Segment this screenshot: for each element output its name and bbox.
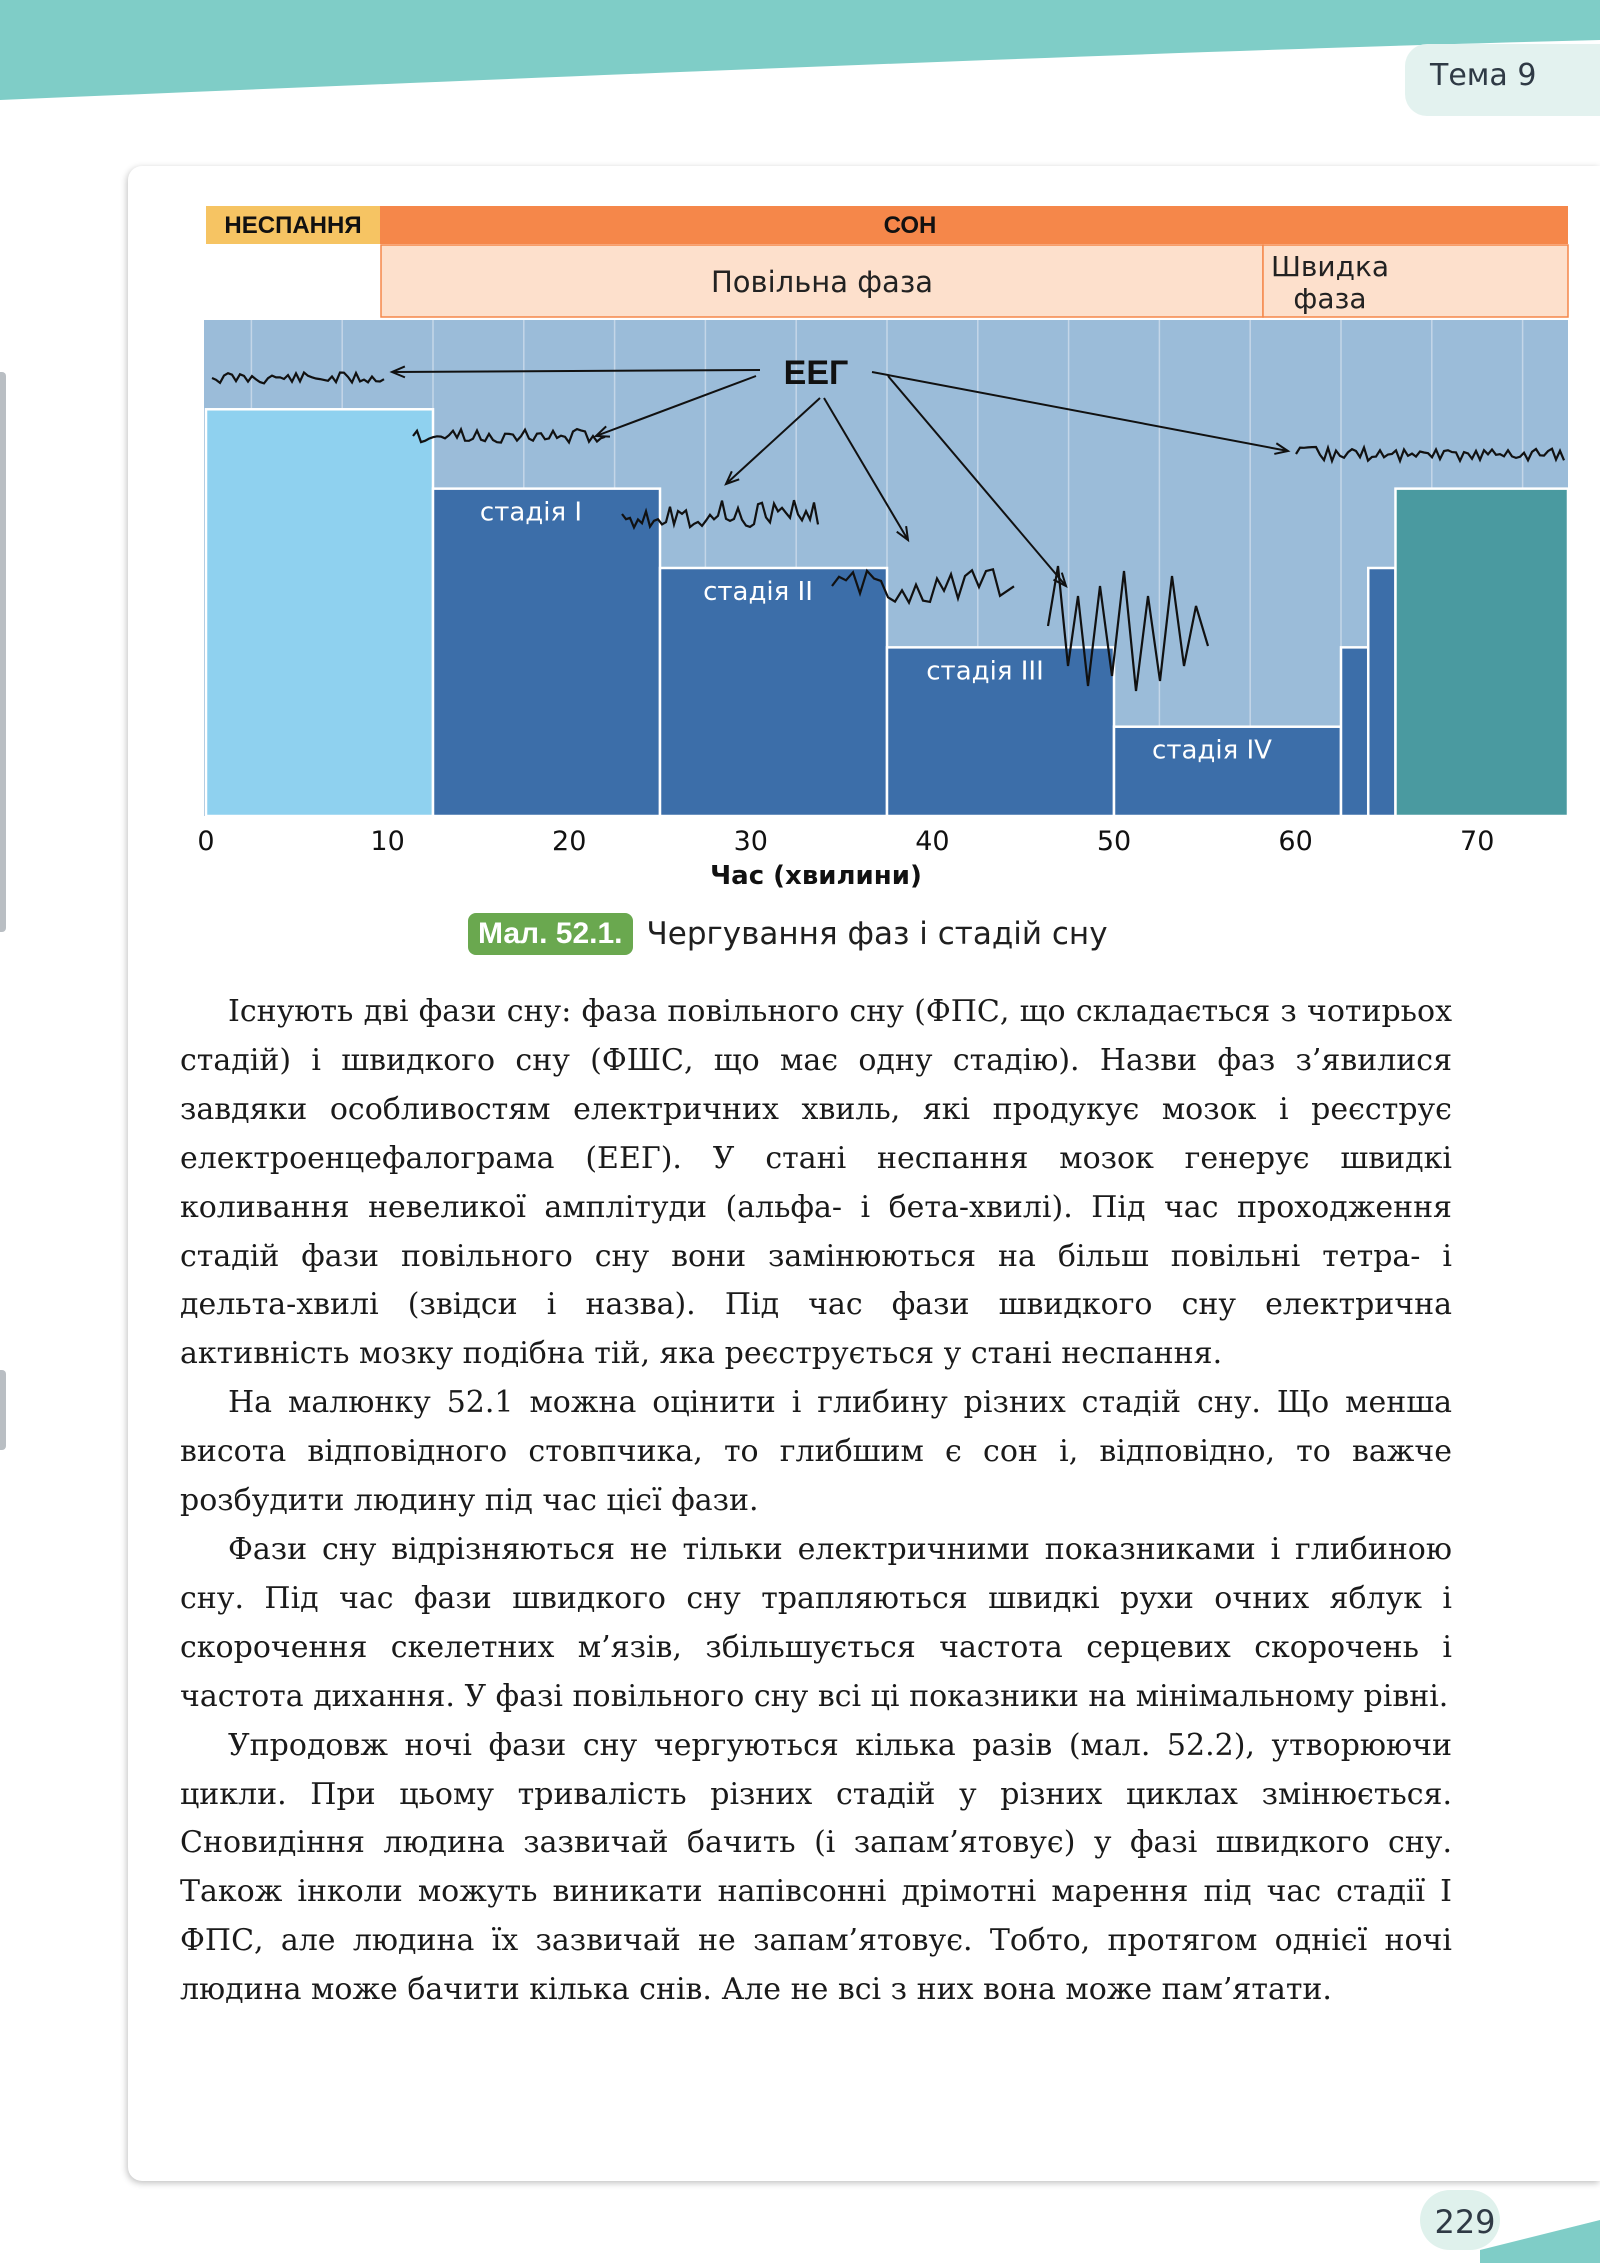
stage-bar-stage1: [433, 489, 660, 816]
band-sleep-label: СОН: [883, 212, 937, 239]
eeg-label: ЕЕГ: [783, 354, 849, 392]
stage-label-2: стадія ІІ: [703, 577, 813, 607]
x-axis-title: Час (хвилини): [710, 861, 922, 891]
paragraph: [180, 1526, 1452, 1722]
phase-slow-label: Повільна фаза: [710, 265, 934, 299]
x-tick-label: 40: [915, 826, 950, 857]
x-tick-label: 30: [733, 826, 768, 857]
x-tick-label: 70: [1460, 826, 1495, 857]
paragraph: [180, 1379, 1452, 1526]
chart-area: [197, 320, 1568, 891]
band-sleep: [380, 206, 1568, 244]
stage-bar-stage2: [1368, 568, 1395, 816]
paragraph-4-text: Упродовж ночі фази сну чергуються кілька разів (мал. 52.2), утворюючи цикли. При цьому тривалість різних стадій у різних циклах змінюється. Сновидіння людина зазвичай бачить (і запам’ятовує) у фазі швидкого сну. Також інколи можуть виникати напівсонні дрімотні марення під час стадії І ФПС, але людина їх зазвичай не запам’ятовує. Тобто, протягом однієї ночі людина може бачити кілька снів. Але не всі з них вона може пам’ятати.: [180, 1727, 1452, 2008]
stage-bar-wake: [206, 409, 433, 816]
stage-label-1: стадія І: [479, 497, 583, 528]
paragraph: [180, 988, 1452, 1379]
paragraph: [180, 1722, 1452, 2015]
x-tick-label: 20: [552, 826, 587, 857]
caption-badge: Мал. 52.1.: [468, 913, 633, 955]
x-tick-label: 50: [1096, 826, 1132, 857]
paragraph-2-text: На малюнку 52.1 можна оцінити і глибину різних стадій сну. Що менша висота відповідного стовпчика, то глибшим є сон і, відповідно, то важче розбудити людину під час цієї фази.: [180, 1385, 1452, 1519]
stage-label-3: стадія ІІІ: [926, 656, 1044, 687]
paragraph-1-text: Існують дві фази сну: фаза повільного сну (ФПС, що складається з чотирьох стадій) і швидкого сну (ФШС, що має одну стадію). Назви фаз з’явилися завдяки особливостям електричних хвиль, які продукує мозок і реєструє електроенцефалограма (ЕЕГ). У стані неспання мозок генерує швидкі коливання невеликої амплітуди (альфа- і бета-хвилі). Під час проходження стадій фази повільного сну вони замінюються на більш повільні тетра- і дельта-хвилі (звідси і назва). Під час фази швидкого сну електрична активність мозку подібна тій, яка реєструється у стані неспання.: [180, 994, 1452, 1372]
paragraph-3-text: Фази сну відрізняються не тільки електричними показниками і глибиною сну. Під час фази швидкого сну трапляються швидкі рухи очних яблук і скорочення скелетних м’язів, збільшується частота серцевих скорочень і частота дихання. У фазі повільного сну всі ці показники на мінімальному рівні.: [180, 1531, 1452, 1714]
caption-text: Чергування фаз і стадій сну: [646, 916, 1108, 952]
stage-bar-stage3: [1341, 647, 1368, 816]
band-wake-label: НЕСПАННЯ: [224, 212, 362, 239]
page-number: 229: [1434, 2203, 1496, 2241]
figure-caption: [468, 913, 1108, 955]
sleep-stages-figure: [128, 166, 1600, 966]
topic-label: Тема 9: [1430, 58, 1537, 93]
x-tick-label: 0: [197, 826, 215, 857]
header-band: [0, 0, 1600, 110]
phase-fast-label-1: Швидка: [1270, 250, 1390, 283]
x-tick-label: 60: [1278, 826, 1313, 857]
body-text: [180, 988, 1452, 2015]
stage-label-4: стадія ІV: [1152, 735, 1272, 766]
x-tick-label: 10: [370, 826, 405, 857]
phase-fast-label-2: фаза: [1293, 282, 1367, 315]
stage-bar-rem: [1395, 489, 1568, 816]
